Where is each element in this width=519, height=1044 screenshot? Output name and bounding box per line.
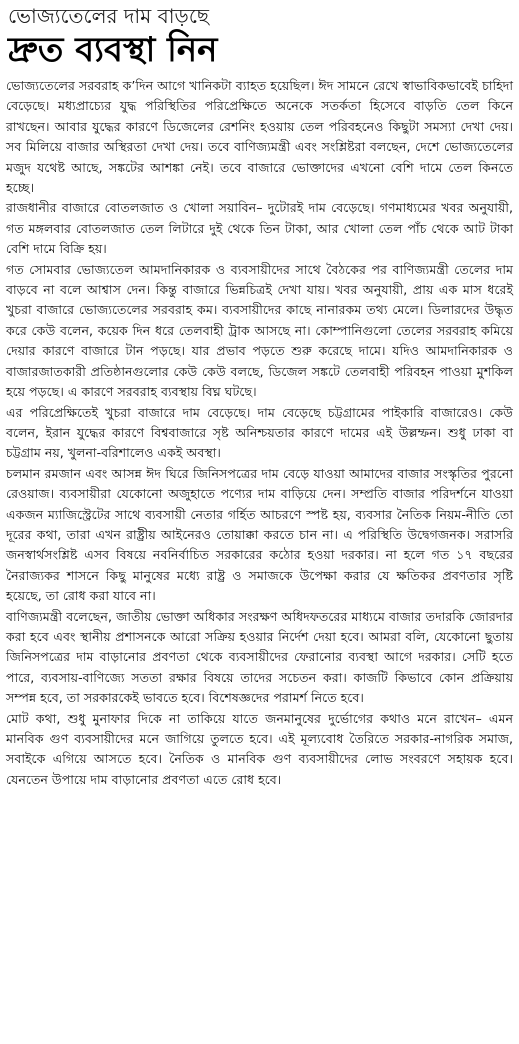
article-paragraph-5: চলমান রমজান এবং আসন্ন ঈদ ঘিরে জিনিসপত্রের দাম বেড়ে যাওয়া আমাদের বাজার সংস্কৃতির পুরনো রেওয়াজ। ব্যবসায়ীরা যেকোনো অজুহাতে পণ্যের দাম বাড়িয়ে দেন। সম্প্রতি বাজার পরিদর্শনে যাওয়া একজন ম্যাজিস্ট্রেটের সাথে ব্যবসায়ী নেতার গর্হিত আচরণে স্পষ্ট হয়, ব্যবসার নৈতিক নিয়ম-নীতি তো দূরের কথা, তারা এখন রাষ্ট্রীয় আইনেরও তোয়াক্কা করতে চান না। এ পরিস্থিতি উদ্বেগজনক। সরাসরি জনস্বার্থসংশ্লিষ্ট এসব বিষয়ে নবনির্বাচিত সরকারের কঠোর হওয়া দরকার। না হলে গত ১৭ বছরের নৈরাজ্যকর শাসনে কিছু মানুষের মধ্যে রাষ্ট্র ও সমাজকে উপেক্ষা করার যে ক্ষতিকর প্রবণতার সৃষ্টি হয়েছে, তা রোধ করা যাবে না।: [6, 465, 513, 604]
article-paragraph-1: ভোজ্যতেলের সরবরাহ ক’দিন আগে খানিকটা ব্যাহত হয়েছিল। ঈদ সামনে রেখে স্বাভাবিকভাবেই চাহিদা বেড়েছে। মধ্যপ্রাচ্যের যুদ্ধ পরিস্থিতির পরিপ্রেক্ষিতে অনেকে সতর্কতা হিসেবে বাড়তি তেল কিনে রাখছেন। আবার যুদ্ধের কারণে ডিজেলের রেশনিং হওয়ায় তেল পরিবহনেও কিছুটা সমস্যা দেখা দেয়। সব মিলিয়ে বাজার অস্থিরতা দেখা দেয়। তবে বাণিজ্যমন্ত্রী এবং সংশ্লিষ্টরা বলছেন, দেশে ভোজ্যতেলের মজুদ যথেষ্ট আছে, সঙ্কটের আশঙ্কা নেই। তবে বাজারে ভোক্তাদের এখনো বেশি দামে তেল কিনতে হচ্ছে।: [6, 78, 514, 196]
article-headline: দ্রুত ব্যবস্থা নিন: [8, 30, 218, 70]
article-kicker: ভোজ্যতেলের দাম বাড়ছে: [8, 4, 209, 28]
article-paragraph-7: মোট কথা, শুধু মুনাফার দিকে না তাকিয়ে যাতে জনমানুষের দুর্ভোগের কথাও মনে রাখেন– এমন মানবিক গুণ ব্যবসায়ীদের মনে জাগিয়ে তুলতে হবে। এই মূল্যবোধ তৈরিতে সরকার-নাগরিক সমাজ, সবাইকে এগিয়ে আসতে হবে। নৈতিক ও মানবিক গুণ ব্যবসায়ীদের লোভ সংবরণে সহায়ক হবে। যেনতেন উপায়ে দাম বাড়ানোর প্রবণতা এতে রোধ হবে।: [6, 710, 513, 787]
article-paragraph-3: গত সোমবার ভোজ্যতেল আমদানিকারক ও ব্যবসায়ীদের সাথে বৈঠকের পর বাণিজ্যমন্ত্রী তেলের দাম বাড়বে না বলে আশ্বাস দেন। কিন্তু বাজারে ভিন্নচিত্রই দেখা যায়। খবর অনুযায়ী, প্রায় এক মাস ধরেই খুচরা বাজারে ভোজ্যতেলের সরবরাহ কম। ব্যবসায়ীদের কাছে নানারকম তথ্য মেলে। ডিলারদের উদ্ধৃত করে কেউ বলেন, কয়েক দিন ধরে তেলবাহী ট্রাক আসছে না। কোম্পানিগুলো তেলের সরবরাহ কমিয়ে দেয়ার কারণে বাজারে টান পড়ছে। যার প্রভাব পড়তে শুরু করেছে দামে। যদিও আমদানিকারক ও বাজারজাতকারী প্রতিষ্ঠানগুলোর কেউ কেউ বলছে, ডিজেল সঙ্কটে তেলবাহী পরিবহন পাওয়া মুশকিল হয়ে পড়ছে। এ কারণে সরবরাহ ব্যবস্থায় বিঘ্ন ঘটছে।: [6, 261, 513, 400]
article-paragraph-4: এর পরিপ্রেক্ষিতেই খুচরা বাজারে দাম বেড়েছে। দাম বেড়েছে চট্টগ্রামের পাইকারি বাজারেও। কেউ বলেন, ইরান যুদ্ধের কারণে বিশ্ববাজারে সৃষ্ট অনিশ্চয়তার কারণে দামের এই উল্লম্ফন। শুধু ঢাকা বা চট্টগ্রাম নয়, খুলনা-বরিশালেও একই অবস্থা।: [6, 404, 513, 461]
article-body: [6, 76, 513, 790]
article-paragraph-6: বাণিজ্যমন্ত্রী বলেছেন, জাতীয় ভোক্তা অধিকার সংরক্ষণ অধিদফতরের মাধ্যমে বাজার তদারকি জোরদার করা হবে এবং স্থানীয় প্রশাসনকে আরো সক্রিয় হওয়ার নির্দেশ দেয়া হবে। আমরা বলি, যেকোনো ছুতায় জিনিসপত্রের দাম বাড়ানোর প্রবণতা থেকে ব্যবসায়ীদের ফেরানোর ব্যবস্থা আগে দরকার। সেটি হতে পারে, ব্যবসায়-বাণিজ্যে সততা রক্ষার বিষয়ে তাদের সচেতন করা। কাজটি কিভাবে কোন প্রক্রিয়ায় সম্পন্ন হবে, তা সরকারকেই ভাবতে হবে। বিশেষজ্ঞদের পরামর্শ নিতে হবে।: [6, 608, 513, 706]
article-paragraph-2: রাজধানীর বাজারে বোতলজাত ও খোলা সয়াবিন– দুটোরই দাম বেড়েছে। গণমাধ্যমের খবর অনুযায়ী, গত মঙ্গলবার বোতলজাত তেল লিটারে দুই থেকে তিন টাকা, আর খোলা তেল পাঁচ থেকে আট টাকা বেশি দামে বিক্রি হয়।: [6, 200, 513, 257]
